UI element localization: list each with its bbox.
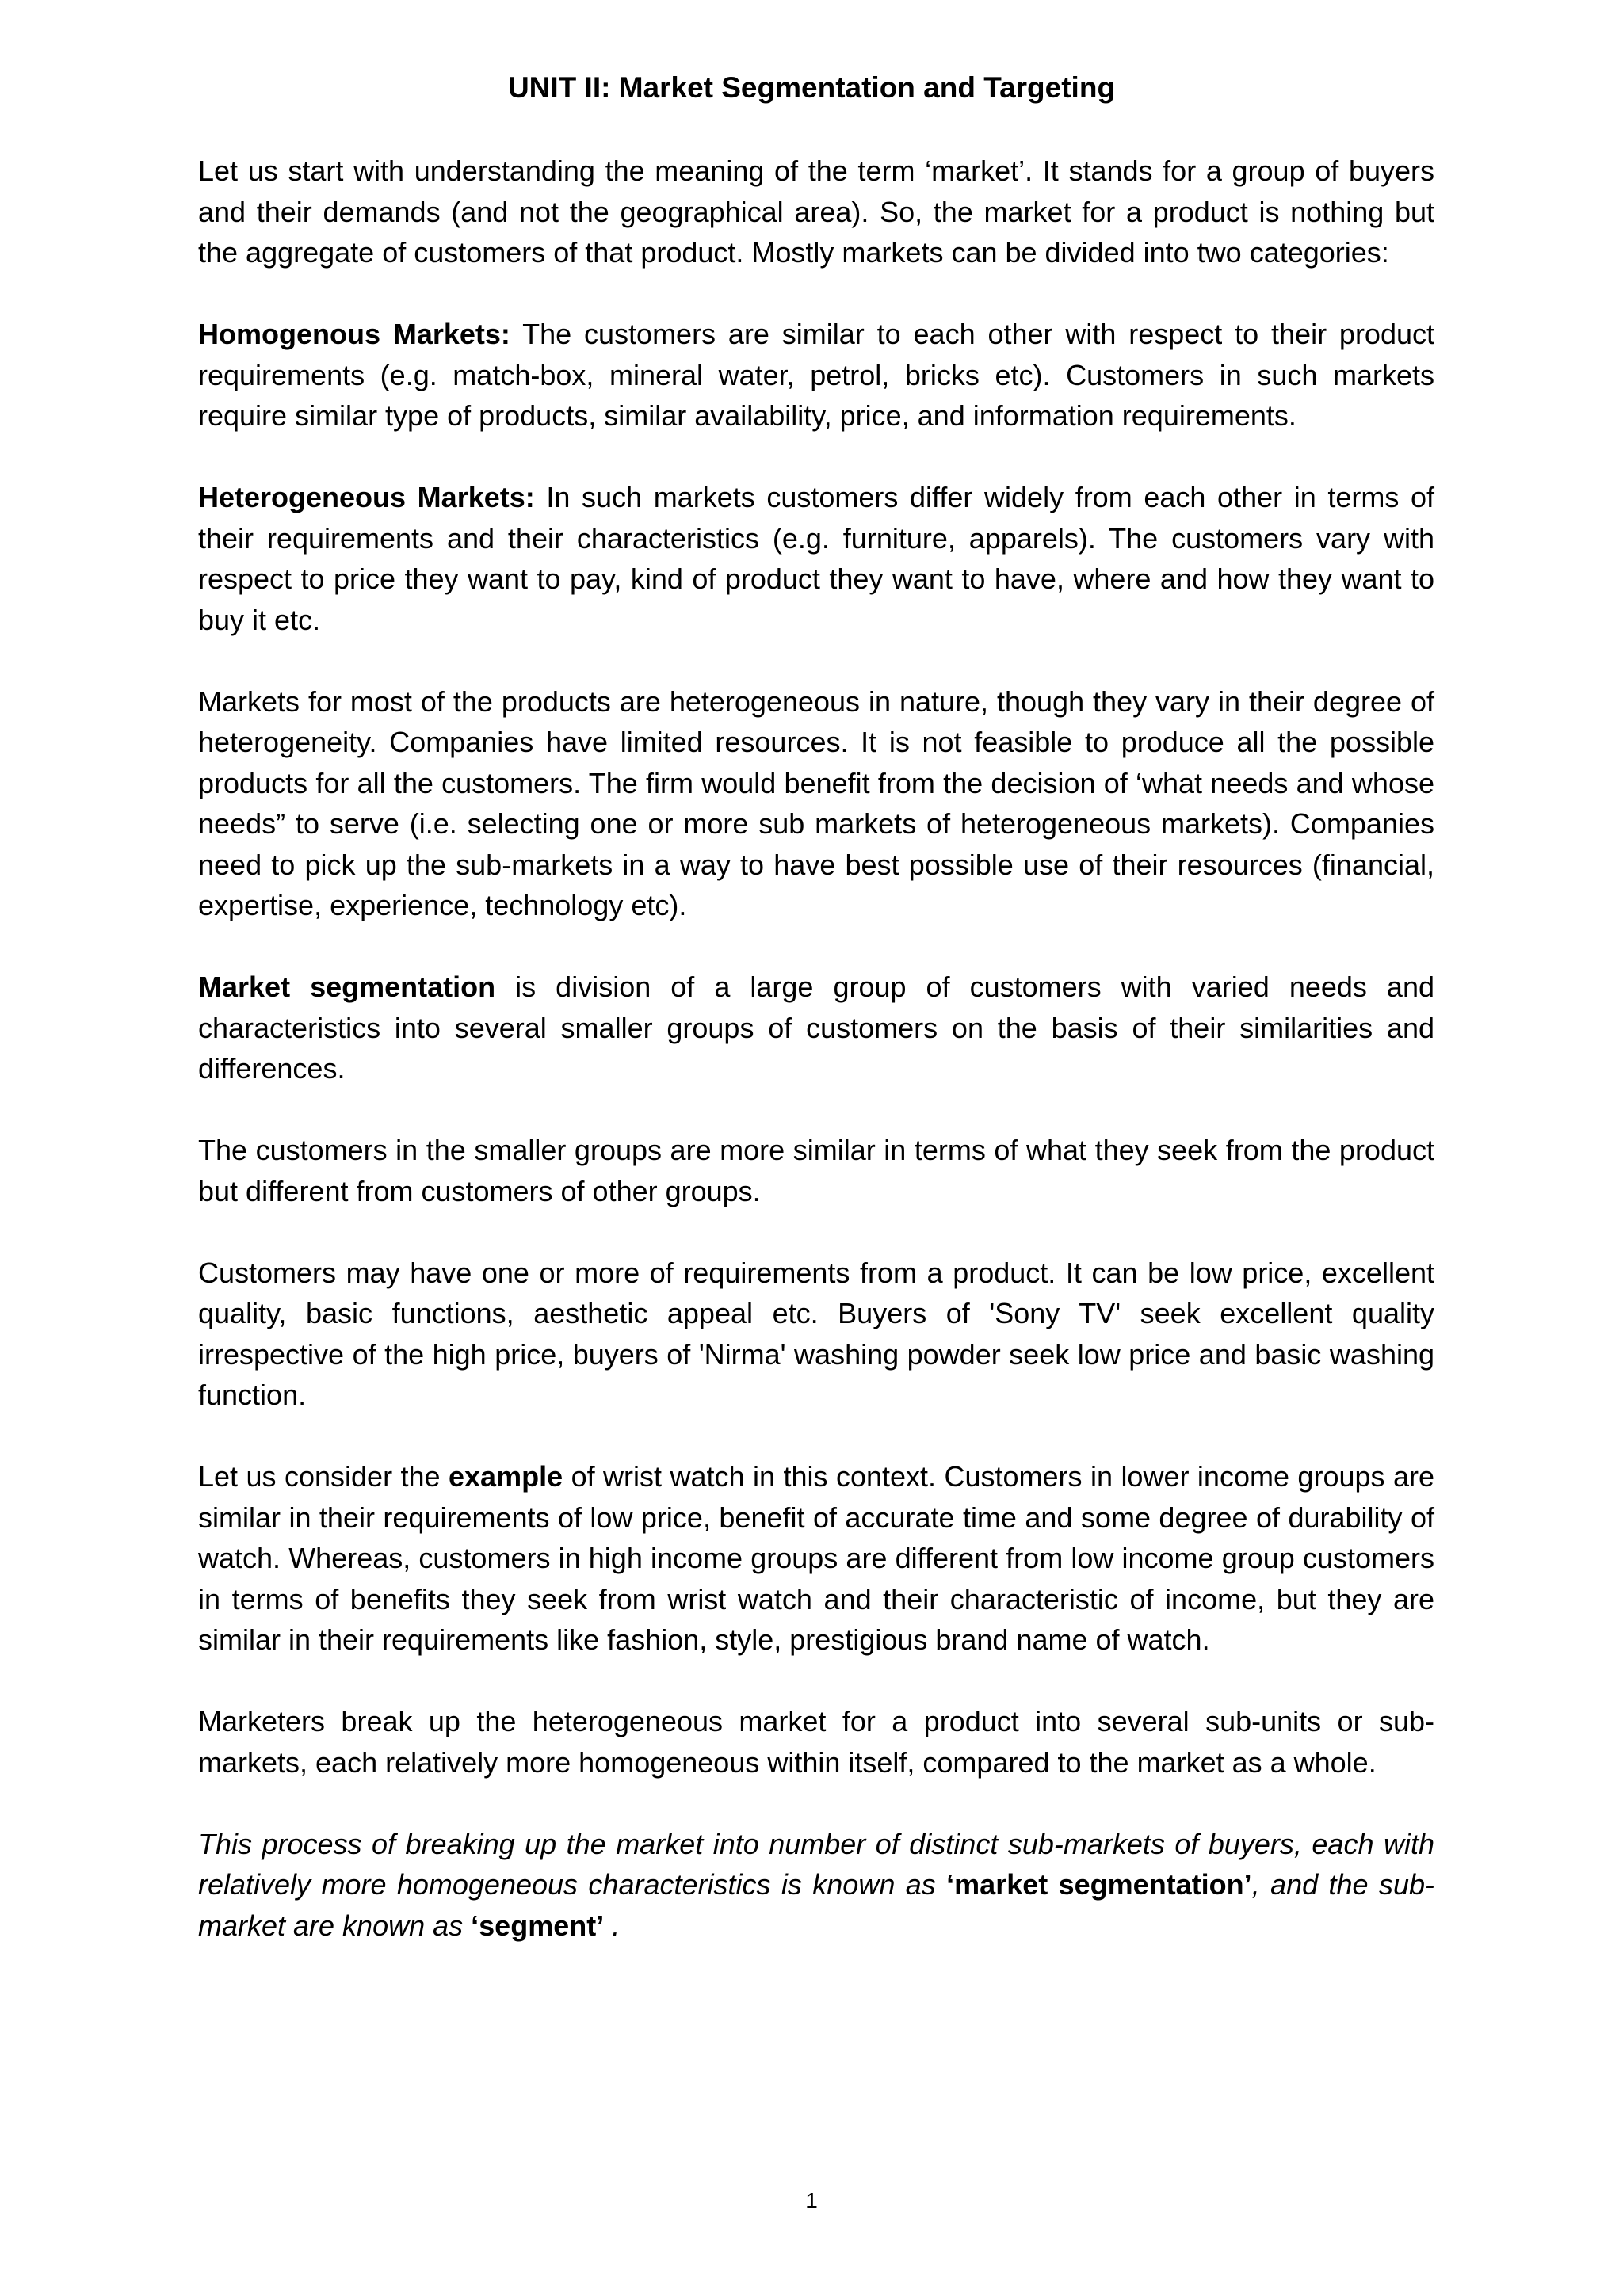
- text-process-part2: , and the sub-market are known as: [198, 1868, 1434, 1942]
- text-homogenous-markets: The customers are similar to each other with respect to their product requirements (e.g. match-box, mineral water, petrol, bricks etc). Customers in such markets require similar type of products, similar availability, price, and information requirements.: [198, 318, 1434, 432]
- page-title: UNIT II: Market Segmentation and Targeting: [507, 71, 1116, 104]
- text-process-part3: .: [604, 1909, 621, 1942]
- text-process-part1: This process of breaking up the market into number of distinct sub-markets of buyers, each with relatively more homogeneous characteristics is known as: [198, 1827, 1434, 1901]
- term-market-segmentation: Market segmentation: [198, 971, 496, 1003]
- text-heterogeneous-markets: In such markets customers differ widely from each other in terms of their requirements and their characteristics (e.g. furniture, apparels). The customers vary with respect to price they want to pay, kind of product they want to have, where and how they want to buy it etc.: [198, 481, 1434, 636]
- term-segment-quoted: ‘segment’: [471, 1909, 605, 1942]
- paragraph-intro: Let us start with understanding the meaning of the term ‘market’. It stands for a group of buyers and their demands (and not the geographical area). So, the market for a product is nothing but the aggregate of customers of that product. Mostly markets can be divided into two categories:: [198, 154, 1434, 269]
- paragraph-segmentation-definition: [198, 1824, 1434, 1947]
- text-market-segmentation: is division of a large group of customers with varied needs and characteristics into several smaller groups of customers on the basis of their similarities and differences.: [198, 971, 1434, 1085]
- document-body: [198, 151, 1434, 1946]
- paragraph-marketers: Marketers break up the heterogeneous market for a product into several sub-units or sub-markets, each relatively more homogeneous within itself, compared to the market as a whole.: [198, 1705, 1434, 1779]
- term-heterogeneous-markets: Heterogeneous Markets:: [198, 481, 535, 513]
- page-number: 1: [805, 2188, 818, 2213]
- paragraph-market-segmentation: [198, 967, 1434, 1089]
- text-example-after: of wrist watch in this context. Customers in lower income groups are similar in their requirements of low price, benefit of accurate time and some degree of durability of watch. Whereas, customers in high income groups are different from low income group customers in terms of benefits they seek from wrist watch and their characteristic of income, but they are similar in their requirements like fashion, style, prestigious brand name of watch.: [198, 1460, 1434, 1656]
- paragraph-homogenous-markets: [198, 314, 1434, 437]
- paragraph-markets-heterogeneous: Markets for most of the products are heterogeneous in nature, though they vary in their degree of heterogeneity. Companies have limited resources. It is not feasible to produce all the possible products for all the customers. The firm would benefit from the decision of ‘what needs and whose needs” to serve (i.e. selecting one or more sub markets of heterogeneous markets). Companies need to pick up the sub-markets in a way to have best possible use of their resources (financial, expertise, experience, technology etc).: [198, 685, 1434, 921]
- paragraph-heterogeneous-markets: [198, 477, 1434, 640]
- text-example-before: Let us consider the: [198, 1460, 449, 1493]
- term-market-segmentation-quoted: ‘market segmentation’: [946, 1868, 1252, 1901]
- term-homogenous-markets: Homogenous Markets:: [198, 318, 510, 350]
- paragraph-wrist-watch-example: [198, 1456, 1434, 1661]
- paragraph-smaller-groups: The customers in the smaller groups are more similar in terms of what they seek from the product but different from customers of other groups.: [198, 1134, 1434, 1207]
- paragraph-requirements: Customers may have one or more of requirements from a product. It can be low price, excellent quality, basic functions, aesthetic appeal etc. Buyers of 'Sony TV' seek excellent quality irrespective of the high price, buyers of 'Nirma' washing powder seek low price and basic washing function.: [198, 1256, 1434, 1411]
- term-example: example: [449, 1460, 563, 1493]
